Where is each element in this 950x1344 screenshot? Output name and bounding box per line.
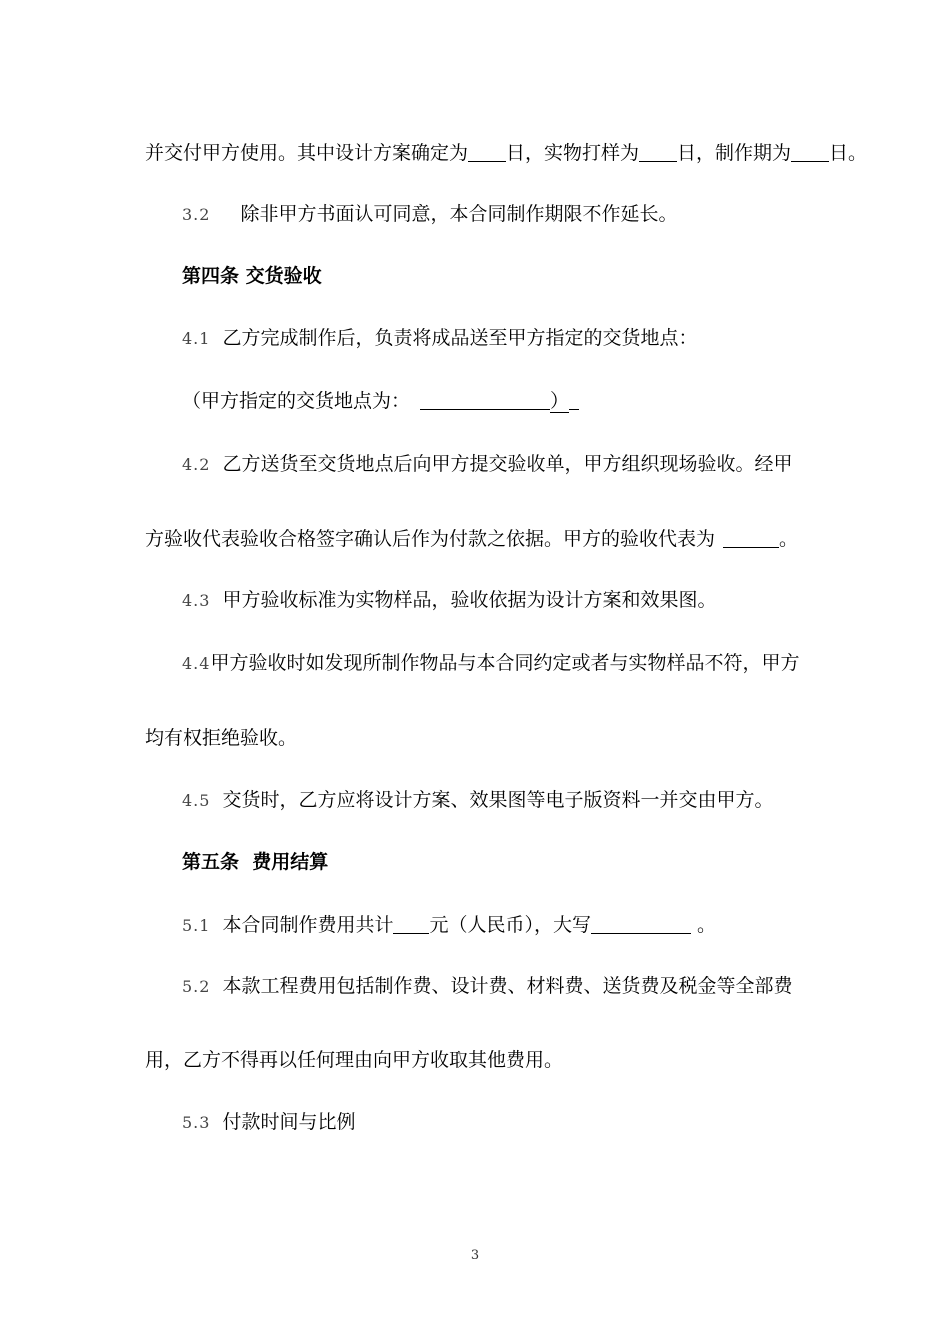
article-4-heading: 第四条 交货验收 [182,265,322,287]
clause-4-4-line-1 [182,651,799,675]
clause-number: 4.3 [182,591,211,610]
clause-text: 元（人民币），大写 [429,914,591,936]
clause-number: 3.2 [182,205,211,224]
clause-text: 交货时，乙方应将设计方案、效果图等电子版资料一并交由甲方。 [222,789,774,811]
blank-acceptance-representative [723,529,779,548]
clause-text: 均有权拒绝验收。 [145,727,298,749]
paragraph-delivery-schedule [145,140,867,164]
blank-production-days [791,143,829,162]
clause-number: 4.2 [182,455,211,474]
clause-4-2-line-2 [145,526,798,550]
clause-text: 乙方完成制作后，负责将成品送至甲方指定的交货地点： [222,327,698,349]
clause-text: 本款工程费用包括制作费、设计费、材料费、送货费及税金等全部费 [222,975,793,997]
blank-delivery-location [420,391,550,410]
clause-5-2-line-2 [145,1048,563,1072]
clause-number: 4.1 [182,329,211,348]
clause-text: 甲方验收时如发现所制作物品与本合同约定或者与实物样品不符，甲方 [210,652,800,674]
page-number: 3 [470,1248,480,1263]
blank-sample-days [639,143,677,162]
clause-text: 除非甲方书面认可同意，本合同制作期限不作延长。 [240,203,678,225]
clause-5-1 [182,912,716,936]
clause-number: 5.2 [182,977,211,996]
clause-4-3 [182,588,716,612]
clause-number: 4.5 [182,791,211,810]
delivery-location-line [182,388,579,412]
clause-4-5 [182,788,773,812]
text-segment: 日。 [829,142,868,164]
clause-number: 5.1 [182,916,211,935]
text-segment: ） [550,390,570,412]
blank-underline-tail [569,391,579,410]
text-segment: 日，实物打样为 [506,142,640,164]
clause-4-4-line-2 [145,726,297,750]
clause-text: 付款时间与比例 [222,1111,356,1133]
clause-text: 方验收代表验收合格签字确认后作为付款之依据。甲方的验收代表为 [145,528,716,550]
text-segment: （甲方指定的交货地点为： [182,390,411,412]
text-segment: 日，制作期为 [677,142,792,164]
blank-amount-words [591,915,691,934]
clause-number: 4.4 [182,654,211,673]
clause-text: 本合同制作费用共计 [222,914,394,936]
clause-3-2 [182,202,677,226]
clause-number: 5.3 [182,1113,211,1132]
blank-amount-figures [393,915,429,934]
article-5-heading: 第五条 费用结算 [182,851,329,873]
clause-text: 乙方送货至交货地点后向甲方提交验收单，甲方组织现场验收。经甲 [222,453,793,475]
clause-5-3 [182,1110,355,1134]
clause-text: 用，乙方不得再以任何理由向甲方收取其他费用。 [145,1049,564,1071]
clause-4-1 [182,326,697,350]
text-segment: 。 [690,914,717,936]
text-segment: 并交付甲方使用。其中设计方案确定为 [145,142,469,164]
blank-design-days [468,143,506,162]
clause-5-2-line-1 [182,974,792,998]
clause-4-2-line-1 [182,452,792,476]
clause-text: 甲方验收标准为实物样品，验收依据为设计方案和效果图。 [222,589,717,611]
text-segment: 。 [779,528,799,550]
